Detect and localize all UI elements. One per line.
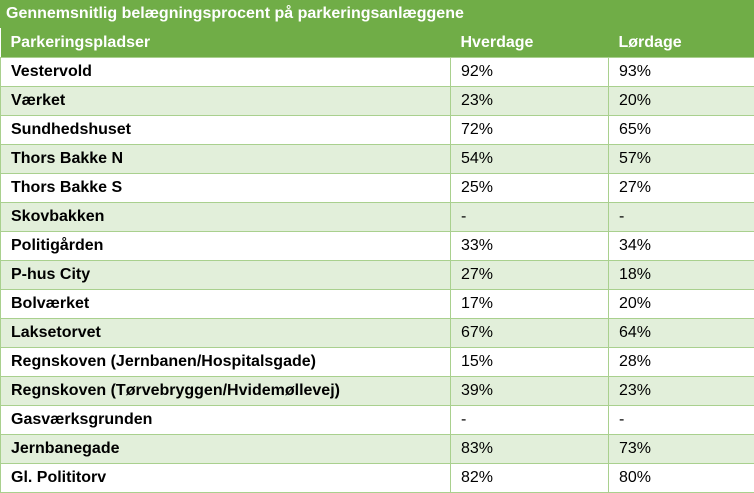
- table-row: [1, 174, 754, 203]
- row-hverdage: 23%: [451, 87, 609, 116]
- row-name: Regnskoven (Tørvebryggen/Hvidemøllevej): [1, 377, 451, 406]
- row-name: Thors Bakke S: [1, 174, 451, 203]
- table-body: [1, 58, 754, 493]
- table-row: [1, 203, 754, 232]
- table-row: [1, 58, 754, 87]
- row-name: Thors Bakke N: [1, 145, 451, 174]
- row-hverdage: 17%: [451, 290, 609, 319]
- table-row: [1, 406, 754, 435]
- row-name: Jernbanegade: [1, 435, 451, 464]
- table-row: [1, 232, 754, 261]
- table-row: [1, 87, 754, 116]
- table-row: [1, 145, 754, 174]
- row-name: Laksetorvet: [1, 319, 451, 348]
- table-row: [1, 464, 754, 493]
- row-hverdage: 33%: [451, 232, 609, 261]
- row-hverdage: 39%: [451, 377, 609, 406]
- row-hverdage: 92%: [451, 58, 609, 87]
- row-hverdage: 25%: [451, 174, 609, 203]
- table-row: [1, 377, 754, 406]
- row-lordage: 28%: [609, 348, 754, 377]
- row-lordage: 27%: [609, 174, 754, 203]
- row-hverdage: 15%: [451, 348, 609, 377]
- row-name: Bolværket: [1, 290, 451, 319]
- header-parkeringspladser: Parkeringspladser: [1, 28, 451, 58]
- table-title: Gennemsnitlig belægningsprocent på parkeringsanlæggene: [0, 0, 754, 28]
- row-lordage: 65%: [609, 116, 754, 145]
- row-lordage: 57%: [609, 145, 754, 174]
- header-hverdage: Hverdage: [451, 28, 609, 58]
- row-lordage: 23%: [609, 377, 754, 406]
- row-name: P-hus City: [1, 261, 451, 290]
- table-header: [1, 28, 754, 58]
- table-row: [1, 435, 754, 464]
- row-lordage: 20%: [609, 87, 754, 116]
- row-name: Gasværksgrunden: [1, 406, 451, 435]
- row-hverdage: 82%: [451, 464, 609, 493]
- row-lordage: 73%: [609, 435, 754, 464]
- row-hverdage: -: [451, 406, 609, 435]
- row-hverdage: 67%: [451, 319, 609, 348]
- row-name: Gl. Polititorv: [1, 464, 451, 493]
- row-lordage: 18%: [609, 261, 754, 290]
- row-name: Værket: [1, 87, 451, 116]
- row-lordage: 20%: [609, 290, 754, 319]
- row-name: Sundhedshuset: [1, 116, 451, 145]
- row-hverdage: 27%: [451, 261, 609, 290]
- row-name: Politigården: [1, 232, 451, 261]
- table-row: [1, 319, 754, 348]
- row-name: Skovbakken: [1, 203, 451, 232]
- table-row: [1, 261, 754, 290]
- row-hverdage: 83%: [451, 435, 609, 464]
- row-name: Vestervold: [1, 58, 451, 87]
- table-row: [1, 116, 754, 145]
- header-row: [1, 28, 754, 58]
- row-hverdage: 54%: [451, 145, 609, 174]
- row-hverdage: -: [451, 203, 609, 232]
- header-lordage: Lørdage: [609, 28, 754, 58]
- row-lordage: 80%: [609, 464, 754, 493]
- row-lordage: -: [609, 203, 754, 232]
- row-lordage: -: [609, 406, 754, 435]
- row-hverdage: 72%: [451, 116, 609, 145]
- occupancy-table: [0, 28, 754, 493]
- row-lordage: 93%: [609, 58, 754, 87]
- table-row: [1, 290, 754, 319]
- row-name: Regnskoven (Jernbanen/Hospitalsgade): [1, 348, 451, 377]
- row-lordage: 34%: [609, 232, 754, 261]
- row-lordage: 64%: [609, 319, 754, 348]
- table-row: [1, 348, 754, 377]
